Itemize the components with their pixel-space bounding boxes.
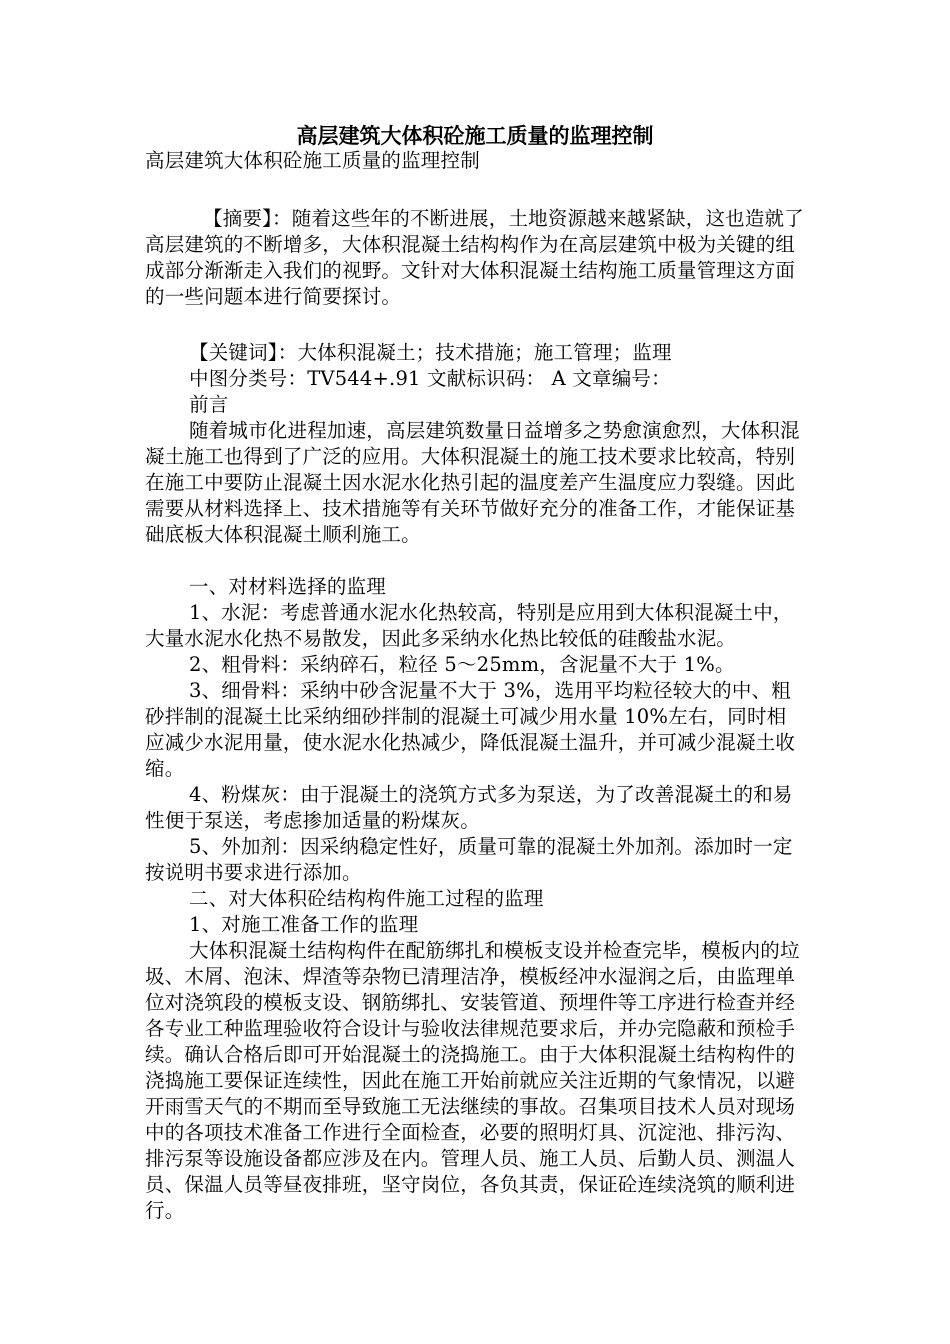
section-1-heading: 一、对材料选择的监理 (189, 575, 387, 598)
keywords-line: 【关键词】：大体积混凝土；技术措施；施工管理；监理 (189, 341, 672, 364)
classification-line: 中图分类号：TV544+.91 文献标识码： A 文章编号： (189, 367, 671, 390)
list-item-cement: 1、水泥：考虑普通水泥水化热较高，特别是应用到大体积混凝土中，大量水泥水化热不易散发，因此多采纳水化热比较低的硅酸盐水泥。 (145, 601, 793, 650)
list-item-fine-aggregate: 3、细骨料：采纳中砂含泥量不大于 3%，选用平均粒径较大的中、粗砂拌制的混凝土比采纳细砂拌制的混凝土可减少用水量 10%左右，同时相应减少水泥用量，使水泥水化热减少，降低混凝土温升，并可减少混凝土收缩。 (145, 679, 796, 780)
list-item-admixture: 5、外加剂：因采纳稳定性好，质量可靠的混凝土外加剂。添加时一定按说明书要求进行添加。 (145, 835, 793, 884)
section-2-heading: 二、对大体积砼结构构件施工过程的监理 (189, 887, 544, 910)
preface-heading: 前言 (189, 393, 229, 416)
list-item-fly-ash: 4、粉煤灰：由于混凝土的浇筑方式多为泵送，为了改善混凝土的和易性便于泵送，考虑掺加适量的粉煤灰。 (145, 783, 793, 832)
preface-paragraph: 随着城市化进程加速，高层建筑数量日益增多之势愈演愈烈，大体积混凝土施工也得到了广泛的应用。大体积混凝土的施工技术要求比较高，特别在施工中要防止混凝土因水泥水化热引起的温度差产生温度应力裂缝。因此需要从材料选择上、技术措施等有关环节做好充分的准备工作，才能保证基础底板大体积混凝土顺利施工。 (145, 419, 800, 546)
subsection-heading: 1、对施工准备工作的监理 (189, 913, 419, 936)
document-body (145, 148, 805, 1224)
body-paragraph: 大体积混凝土结构构件在配筋绑扎和模板支设并检查完毕，模板内的垃圾、木屑、泡沫、焊渣等杂物已清理洁净，模板经冲水湿润之后，由监理单位对浇筑段的模板支设、钢筋绑扎、安装管道、预埋件等工序进行检查并经各专业工种监理验收符合设计与验收法律规范要求后，并办完隐蔽和预检手续。确认合格后即可开始混凝土的浇捣施工。由于大体积混凝土结构构件的浇捣施工要保证连续性，因此在施工开始前就应关注近期的气象情况，以避开雨雪天气的不期而至导致施工无法继续的事故。召集项目技术人员对现场中的各项技术准备工作进行全面检查，必要的照明灯具、沉淀池、排污沟、排污泵等设施设备都应涉及在内。管理人员、施工人员、后勤人员、测温人员、保温人员等昼夜排班，坚守岗位，各负其责，保证砼连续浇筑的顺利进行。 (145, 939, 800, 1222)
document-subtitle: 高层建筑大体积砼施工质量的监理控制 (145, 149, 480, 172)
document-title: 高层建筑大体积砼施工质量的监理控制 (296, 123, 654, 148)
abstract-paragraph: 【摘要】：随着这些年的不断进展，土地资源越来越紧缺，这也造就了高层建筑的不断增多，大体积混凝土结构构作为在高层建筑中极为关键的组成部分渐渐走入我们的视野。文针对大体积混凝土结构施工质量管理这方面的一些问题本进行简要探讨。 (145, 207, 804, 308)
list-item-coarse-aggregate: 2、粗骨料：采纳碎石，粒径 5～25mm，含泥量不大于 1%。 (189, 653, 735, 676)
